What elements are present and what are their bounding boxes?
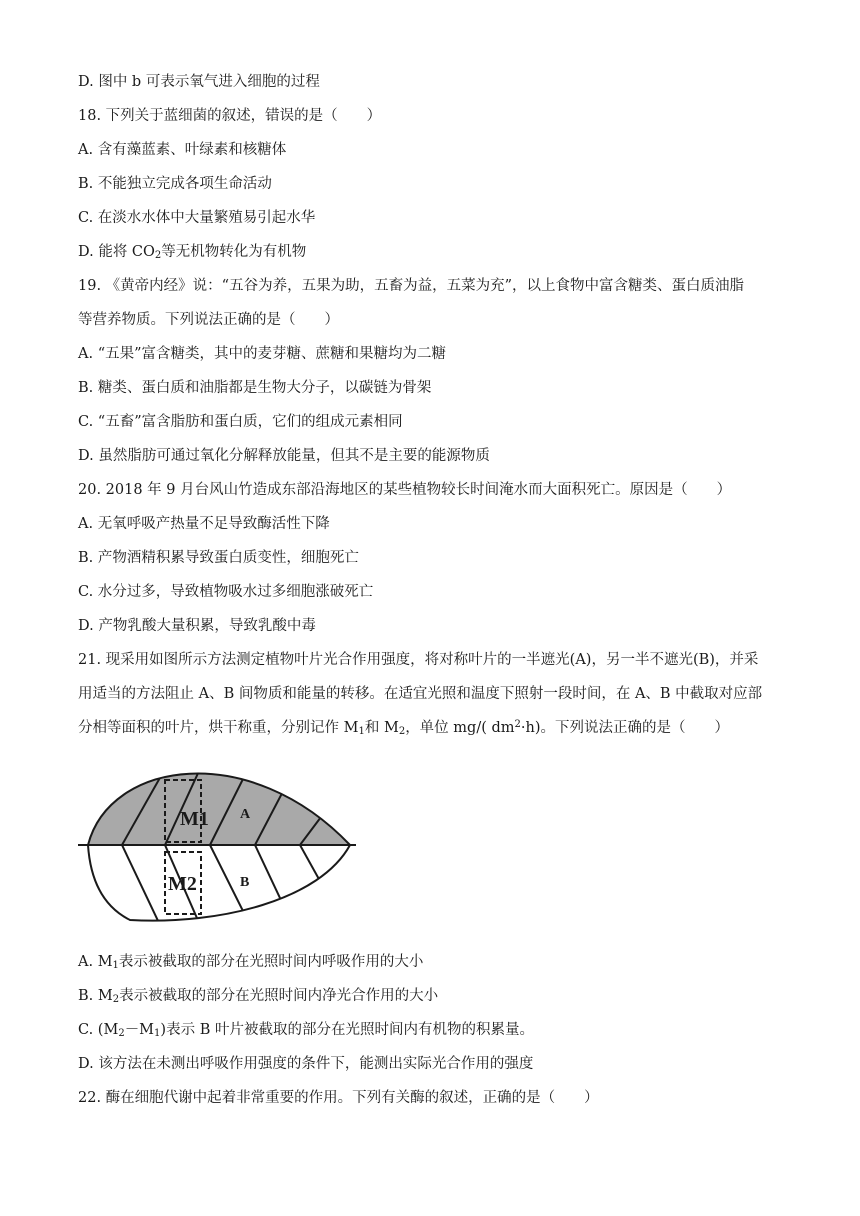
q20-option-b: B. 产物酒精积累导致蛋白质变性，细胞死亡 xyxy=(78,550,359,566)
q21-option-d: D. 该方法在未测出呼吸作用强度的条件下，能测出实际光合作用的强度 xyxy=(78,1056,534,1072)
q21-option-a xyxy=(78,952,423,972)
q21-option-c-mid: －M xyxy=(124,1022,155,1038)
q18-option-d xyxy=(78,242,306,262)
label-a: A xyxy=(240,807,251,822)
q17-option-d: D. 图中 b 可表示氧气进入细胞的过程 xyxy=(78,74,320,90)
q19-stem-line1: 19. 《黄帝内经》说：“五谷为养，五果为助，五畜为益，五菜为充”，以上食物中富含糖类、蛋白质油脂 xyxy=(78,278,744,294)
q21-option-a-pre: A. M xyxy=(78,954,113,970)
q21-stem3-c: ，单位 mg/( dm xyxy=(405,720,515,736)
q19-option-d: D. 虽然脂肪可通过氧化分解释放能量，但其不是主要的能源物质 xyxy=(78,448,490,464)
q19-stem-line2: 等营养物质。下列说法正确的是（ ） xyxy=(78,312,339,328)
q18-stem: 18. 下列关于蓝细菌的叙述，错误的是（ ） xyxy=(78,108,382,124)
q21-stem3-a: 分相等面积的叶片，烘干称重，分别记作 M xyxy=(78,720,359,736)
q20-stem: 20. 2018 年 9 月台风山竹造成东部沿海地区的某些植物较长时间淹水而大面积死亡。原因是（ ） xyxy=(78,482,732,498)
q20-option-d: D. 产物乳酸大量积累，导致乳酸中毒 xyxy=(78,618,316,634)
q21-stem-line1: 21. 现采用如图所示方法测定植物叶片光合作用强度，将对称叶片的一半遮光(A)，另一半不遮光(B)，并采 xyxy=(78,652,759,668)
q21-stem3-sub1: 1 xyxy=(358,726,365,737)
q21-option-b xyxy=(78,986,438,1006)
q18-option-c: C. 在淡水水体中大量繁殖易引起水华 xyxy=(78,210,316,226)
q19-option-c: C. “五畜”富含脂肪和蛋白质，它们的组成元素相同 xyxy=(78,414,403,430)
q22-stem: 22. 酶在细胞代谢中起着非常重要的作用。下列有关酶的叙述，正确的是（ ） xyxy=(78,1090,599,1106)
q21-option-c-sub1: 2 xyxy=(118,1028,125,1039)
q20-option-a: A. 无氧呼吸产热量不足导致酶活性下降 xyxy=(78,516,330,532)
q19-option-b: B. 糖类、蛋白质和油脂都是生物大分子，以碳链为骨架 xyxy=(78,380,432,396)
q21-stem3-d: ·h)。下列说法正确的是（ ） xyxy=(520,720,729,736)
leaf-diagram xyxy=(78,745,358,925)
q21-stem-line3 xyxy=(78,718,729,738)
q18-option-d-pre: D. 能将 CO xyxy=(78,244,155,260)
q21-option-b-post: 表示被截取的部分在光照时间内净光合作用的大小 xyxy=(119,988,439,1004)
q18-option-d-post: 等无机物转化为有机物 xyxy=(161,244,307,260)
label-m1: M1 xyxy=(180,808,209,830)
q18-option-d-sub: 2 xyxy=(154,250,162,261)
q21-stem3-b: 和 M xyxy=(364,720,399,736)
q21-option-b-pre: B. M xyxy=(78,988,113,1004)
q21-option-c-sub2: 1 xyxy=(154,1028,161,1039)
q19-option-a: A. “五果”富含糖类，其中的麦芽糖、蔗糖和果糖均为二糖 xyxy=(78,346,447,362)
q21-option-b-sub: 2 xyxy=(112,994,120,1005)
label-m2: M2 xyxy=(168,873,197,895)
q20-option-c: C. 水分过多，导致植物吸水过多细胞涨破死亡 xyxy=(78,584,374,600)
q21-option-c-post: )表示 B 叶片被截取的部分在光照时间内有机物的积累量。 xyxy=(160,1022,534,1038)
q21-stem3-sub2: 2 xyxy=(398,726,406,737)
q18-option-a: A. 含有藻蓝素、叶绿素和核糖体 xyxy=(78,142,287,158)
q21-option-a-post: 表示被截取的部分在光照时间内呼吸作用的大小 xyxy=(118,954,424,970)
q21-stem-line2: 用适当的方法阻止 A、B 间物质和能量的转移。在适宜光照和温度下照射一段时间，在 A、B 中截取对应部 xyxy=(78,686,763,702)
q18-option-b: B. 不能独立完成各项生命活动 xyxy=(78,176,272,192)
q21-option-c xyxy=(78,1020,534,1040)
q21-option-c-pre: C. (M xyxy=(78,1022,119,1038)
q21-stem3-sup: 2 xyxy=(514,719,521,730)
q21-option-a-sub: 1 xyxy=(112,960,119,971)
label-b: B xyxy=(240,875,250,890)
